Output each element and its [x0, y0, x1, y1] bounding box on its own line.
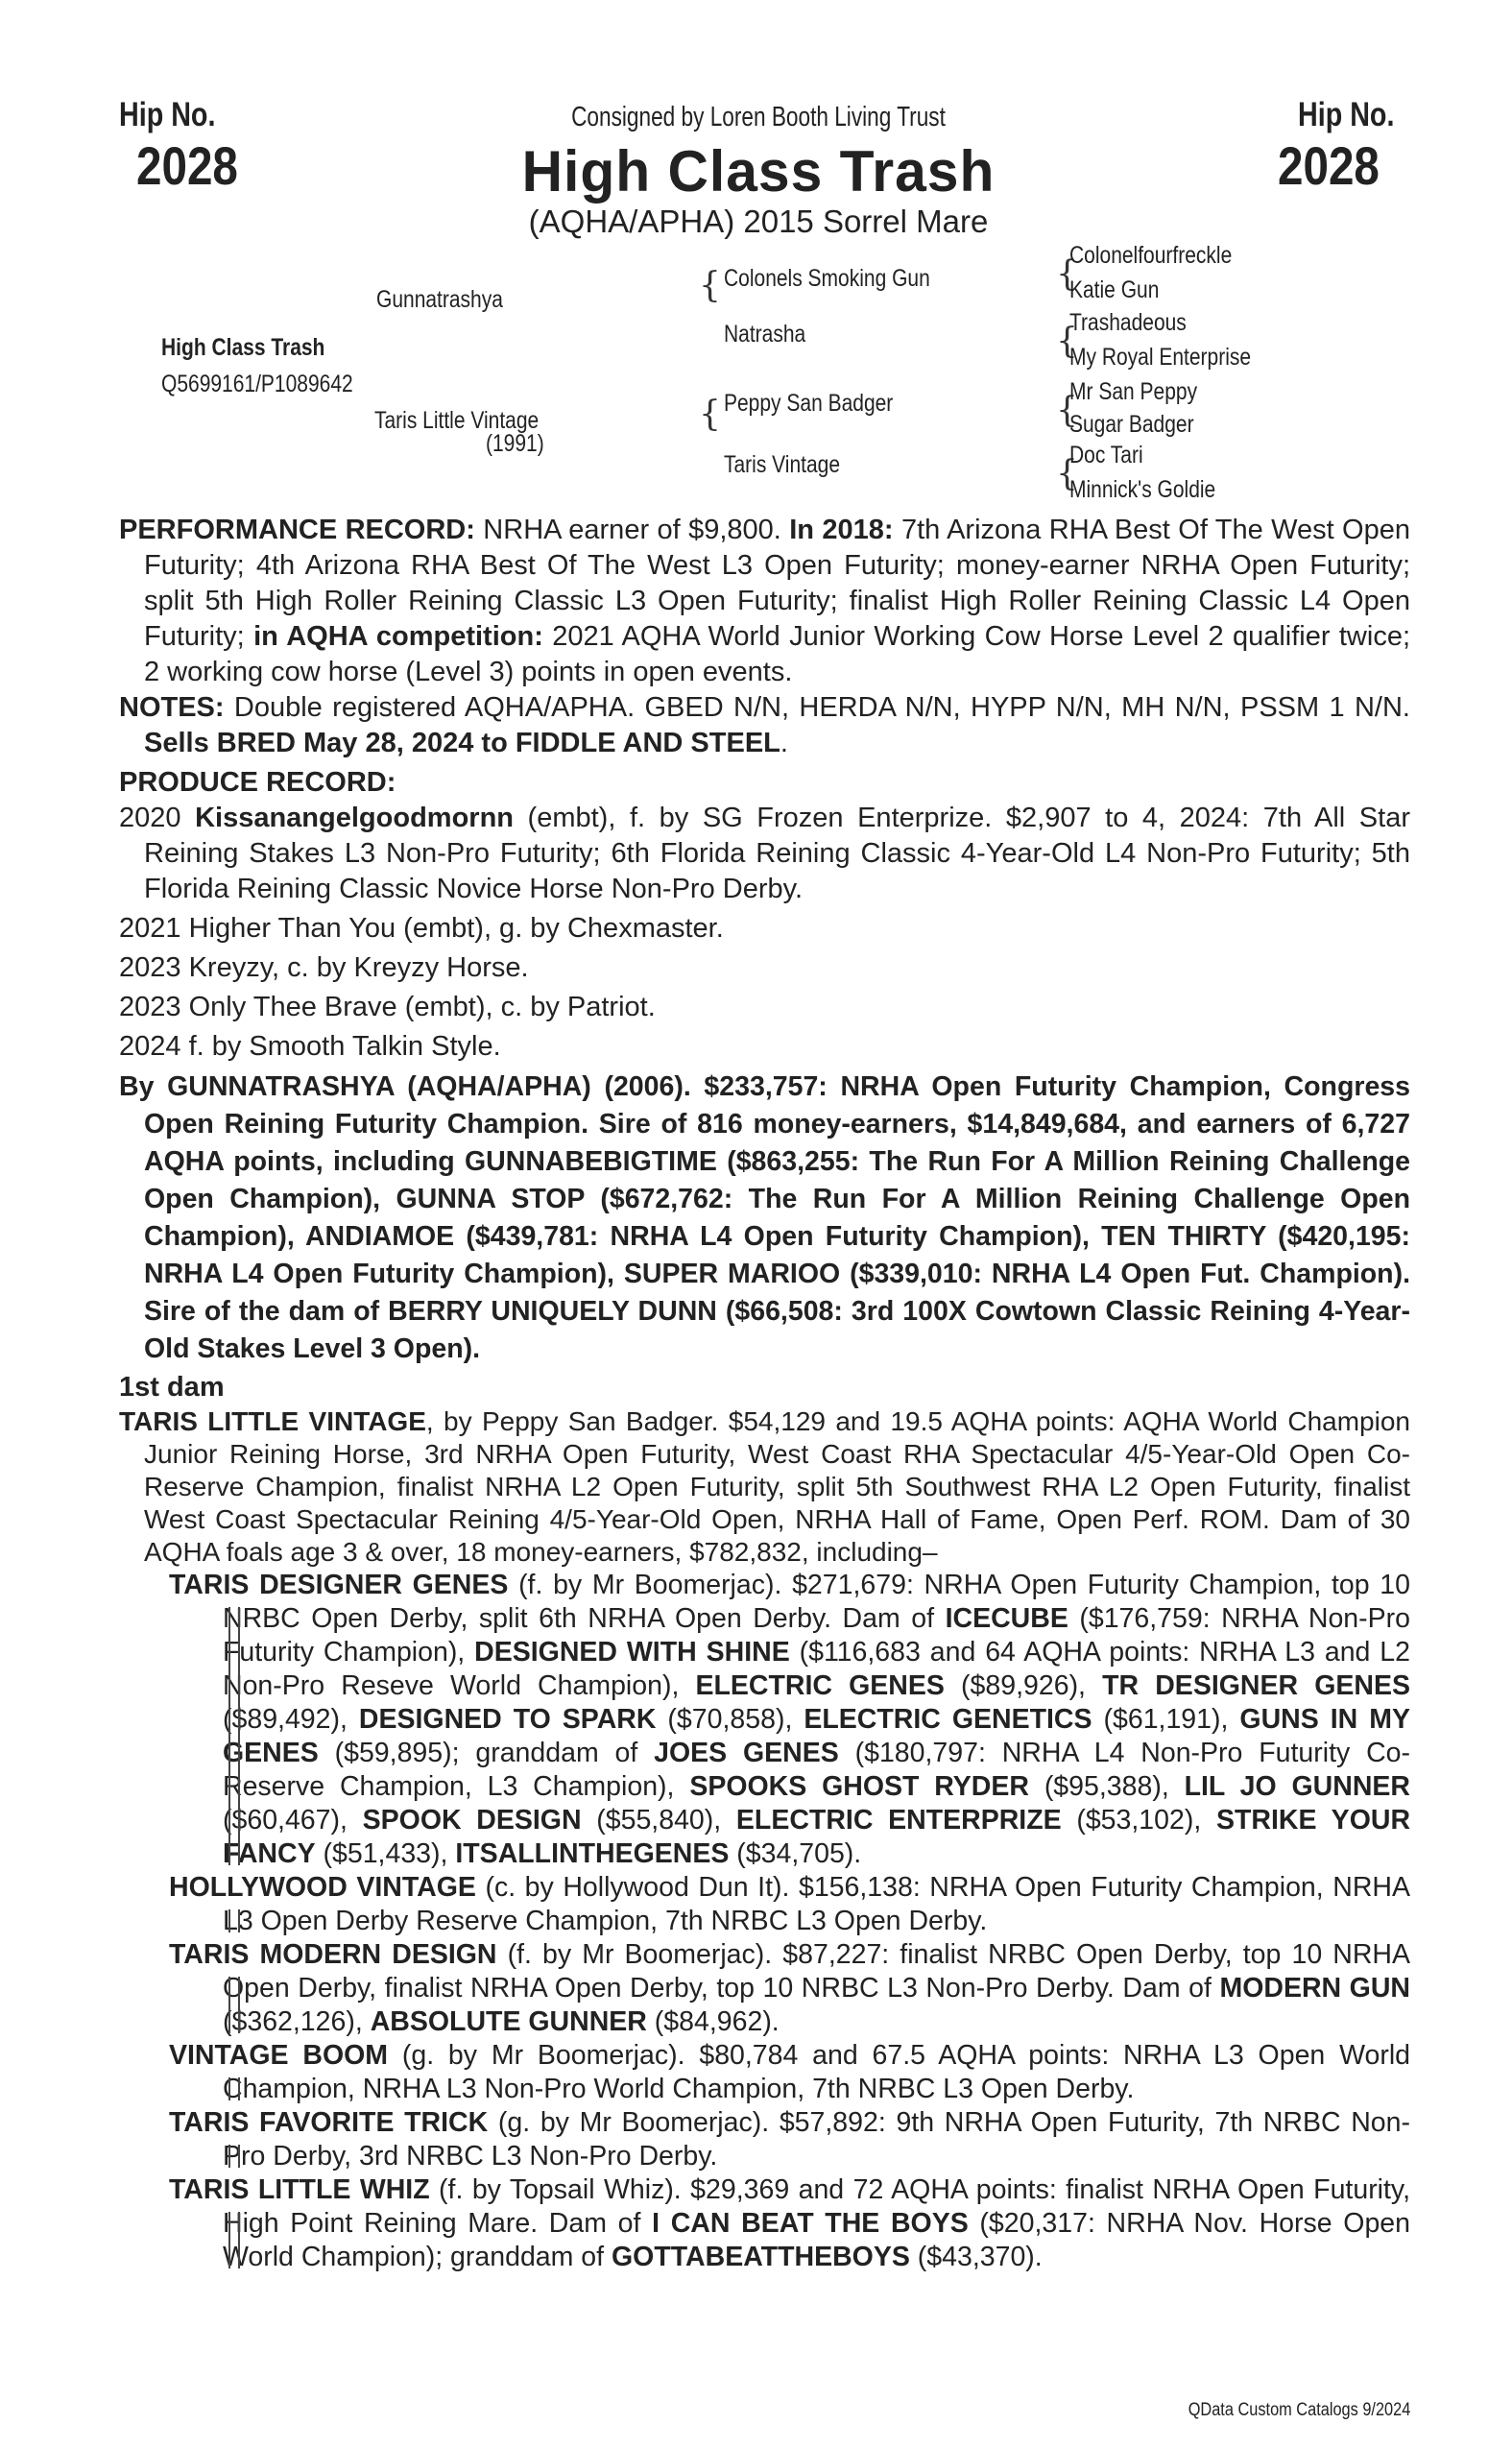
- brace-g12: {: [1056, 254, 1078, 294]
- offspring-bar: [228, 1977, 240, 2033]
- offspring-text: ($70,858),: [656, 1704, 804, 1735]
- pedigree-g8: Minnick's Goldie: [1069, 476, 1216, 503]
- pedigree-dam-dam: Taris Vintage: [724, 451, 841, 478]
- brace-g34: {: [1056, 322, 1078, 361]
- offspring-bold-text: DESIGNED TO SPARK: [358, 1704, 657, 1735]
- pedigree-dam-sire: Peppy San Badger: [724, 390, 894, 417]
- pedigree-reg: Q5699161/P1089642: [161, 371, 353, 397]
- horse-description: (AQHA/APHA) 2015 Sorrel Mare: [528, 204, 989, 239]
- offspring-text: ($180,797: NRHA L4 Non-Pro Futurity Co-Reserve Champion, L3 Champion),: [223, 1738, 1410, 1802]
- offspring-name: TARIS LITTLE WHIZ: [169, 2174, 430, 2205]
- offspring-text: (f. by Topsail Whiz). $29,369 and 72 AQHA points: finalist NRHA Open Futurity, High Point Reining Mare. Dam of: [223, 2174, 1410, 2239]
- produce-item-4: 2023 Only Thee Brave (embt), c. by Patriot.: [119, 992, 656, 1022]
- pedigree-sire-sire: Colonels Smoking Gun: [724, 265, 930, 292]
- offspring-name: TARIS FAVORITE TRICK: [169, 2107, 489, 2138]
- produce-label: PRODUCE RECORD:: [119, 767, 396, 798]
- offspring-name: HOLLYWOOD VINTAGE: [169, 1872, 476, 1903]
- offspring-bold-text: MODERN GUN: [1219, 1973, 1411, 2004]
- offspring-bold-text: STRIKE YOUR FANCY: [223, 1805, 1411, 1869]
- offspring-text: ($60,467),: [223, 1805, 363, 1836]
- notes-text-2: .: [780, 728, 788, 758]
- offspring-bar: [228, 1909, 240, 1932]
- performance-text-1: NRHA earner of $9,800.: [474, 515, 790, 545]
- offspring-text: (g. by Mr Boomerjac). $57,892: 9th NRHA Open Futurity, 7th NRBC Non-Pro Derby, 3rd NRBC L3 Non-Pro Derby.: [223, 2107, 1410, 2172]
- offspring-bold-text: ELECTRIC GENES: [695, 1670, 945, 1701]
- offspring-entry: [169, 2106, 1410, 2173]
- offspring-text: (g. by Mr Boomerjac). $80,784 and 67.5 AQHA points: NRHA L3 Open World Champion, NRHA L3 Non-Pro World Champion, 7th NRBC L3 Open Derby.: [223, 2040, 1411, 2104]
- offspring-text: ($59,895); granddam of: [318, 1738, 655, 1768]
- produce-item-5: 2024 f. by Smooth Talkin Style.: [119, 1031, 501, 1062]
- sire-info: By GUNNATRASHYA (AQHA/APHA) (2006). $233,757: NRHA Open Futurity Champion, Congress Open Reining Futurity Champion. Sire of 816 money-earners, $14,849,684, and earners of 6,727 AQHA points, including GUNNABEBIGTIME ($863,255: The Run For A Million Reining Challenge Open Champion), GUNNA STOP ($672,762: The Run For A Million Reining Challenge Open Champion), ANDIAMOE ($439,781: NRHA L4 Open Futurity Champion), TEN THIRTY ($420,195: NRHA L4 Open Futurity Champion), SUPER MARIOO ($339,010: NRHA L4 Open Fut. Champion). Sire of the dam of BERRY UNIQUELY DUNN ($66,508: 3rd 100X Cowtown Classic Reining 4-Year-Old Stakes Level 3 Open).: [119, 1071, 1410, 1364]
- offspring-text: ($89,492),: [223, 1704, 359, 1735]
- hip-number-right: 2028: [1278, 135, 1380, 196]
- notes-text-1: Double registered AQHA/APHA. GBED N/N, HERDA N/N, HYPP N/N, MH N/N, PSSM 1 N/N.: [224, 692, 1410, 723]
- pedigree-sire: Gunnatrashya: [376, 286, 503, 313]
- offspring-bold-text: I CAN BEAT THE BOYS: [652, 2208, 969, 2239]
- notes: [119, 690, 1410, 761]
- produce-name-1: Kissanangelgoodmornn: [195, 803, 514, 833]
- brace-sire: {: [699, 266, 721, 305]
- catalog-body: [119, 513, 1410, 2274]
- notes-bold: Sells BRED May 28, 2024 to FIDDLE AND STEEL: [144, 728, 780, 758]
- pedigree-g4: My Royal Enterprise: [1069, 344, 1252, 371]
- offspring-text: ($43,370).: [909, 2242, 1043, 2272]
- offspring-text: ($61,191),: [1092, 1704, 1240, 1735]
- offspring-entry: [169, 1569, 1410, 1871]
- offspring-text: ($116,683 and 64 AQHA points: NRHA L3 and L2 Non-Pro Reseve World Champion),: [223, 1637, 1410, 1701]
- offspring-bar: [228, 2212, 240, 2268]
- offspring-list: [119, 1569, 1410, 2274]
- offspring-bold-text: LIL JO GUNNER: [1184, 1771, 1410, 1802]
- first-dam-name: TARIS LITTLE VINTAGE: [119, 1406, 426, 1436]
- first-dam-text: , by Peppy San Badger. $54,129 and 19.5 AQHA points: AQHA World Champion Junior Reining Horse, 3rd NRHA Open Futurity, West Coast RHA Spectacular 4/5-Year-Old Open Co-Reserve Champion, finalist NRHA L2 Open Futurity, split 5th Southwest RHA L2 Open Futurity, finalist West Coast Spectacular Reining 4/5-Year-Old Open, NRHA Hall of Fame, Open Perf. ROM. Dam of 30 AQHA foals age 3 & over, 18 money-earners, $782,832, including–: [144, 1406, 1410, 1567]
- pedigree-subject: High Class Trash: [161, 334, 325, 361]
- produce-item-2: 2021 Higher Than You (embt), g. by Chexmaster.: [119, 913, 724, 944]
- performance-text-2: 7th Arizona RHA Best Of The West Open Futurity; 4th Arizona RHA Best Of The West L3 Open Futurity; money-earner NRHA Open Futurity; split 5th High Roller Reining Classic L3 Open Futurity; finalist High Roller Reining Classic L4 Open Futurity;: [144, 515, 1410, 652]
- pedigree-dam-year: (1991): [486, 430, 544, 457]
- horse-name-title: High Class Trash: [521, 139, 996, 204]
- pedigree-dam: Taris Little Vintage: [374, 407, 540, 434]
- pedigree-g7: Doc Tari: [1069, 442, 1143, 468]
- brace-dam: {: [699, 395, 721, 434]
- offspring-bold-text: ABSOLUTE GUNNER: [370, 2006, 647, 2037]
- hip-number-left: 2028: [136, 135, 238, 196]
- offspring-entry: [169, 1938, 1410, 2039]
- offspring-bold-text: ELECTRIC ENTERPRIZE: [735, 1805, 1062, 1836]
- performance-bold-1: In 2018:: [789, 515, 894, 545]
- pedigree-g3: Trashadeous: [1069, 309, 1187, 336]
- offspring-entry: [169, 1871, 1410, 1938]
- offspring-text: ($84,962).: [646, 2006, 780, 2037]
- offspring-bold-text: SPOOKS GHOST RYDER: [689, 1771, 1029, 1802]
- offspring-text: (f. by Mr Boomerjac). $271,679: NRHA Open Futurity Champion, top 10 NRBC Open Derby, split 6th NRHA Open Derby. Dam of: [223, 1570, 1411, 1634]
- produce-item-3: 2023 Kreyzy, c. by Kreyzy Horse.: [119, 952, 529, 983]
- offspring-name: TARIS MODERN DESIGN: [169, 1939, 497, 1970]
- brace-g78: {: [1056, 454, 1078, 493]
- offspring-bold-text: GOTTABEATTHEBOYS: [612, 2242, 910, 2272]
- offspring-text: ($53,102),: [1061, 1805, 1216, 1836]
- offspring-bold-text: ITSALLINTHEGENES: [455, 1838, 730, 1869]
- offspring-text: ($20,317: NRHA Nov. Horse Open World Champion); granddam of: [223, 2208, 1410, 2272]
- performance-bold-2: in AQHA competition:: [253, 621, 543, 652]
- offspring-text: ($176,759: NRHA Non-Pro Futurity Champion),: [223, 1603, 1410, 1668]
- offspring-bar: [228, 2145, 240, 2168]
- offspring-text: ($34,705).: [729, 1838, 862, 1869]
- offspring-bold-text: ELECTRIC GENETICS: [804, 1704, 1092, 1735]
- offspring-bold-text: GUNS IN MY GENES: [223, 1704, 1410, 1768]
- pedigree-g2: Katie Gun: [1069, 276, 1160, 303]
- produce-text-1: (embt), f. by SG Frozen Enterprize. $2,907 to 4, 2024: 7th All Star Reining Stakes L3 Non-Pro Futurity; 6th Florida Reining Classic 4-Year-Old L4 Non-Pro Futurity; 5th Florida Reining Classic Novice Horse Non-Pro Derby.: [144, 803, 1410, 904]
- offspring-bar: [228, 1607, 240, 1865]
- offspring-name: TARIS DESIGNER GENES: [169, 1570, 509, 1600]
- produce-year-1: 2020: [119, 803, 196, 833]
- produce-item-1: [119, 801, 1410, 907]
- offspring-bold-text: ICECUBE: [945, 1603, 1068, 1634]
- performance-text-3: 2021 AQHA World Junior Working Cow Horse Level 2 qualifier twice; 2 working cow horse (Level 3) points in open events.: [144, 621, 1411, 687]
- offspring-entry: [169, 2173, 1410, 2274]
- pedigree-g6: Sugar Badger: [1069, 411, 1194, 438]
- hip-label-left: Hip No.: [119, 96, 216, 133]
- footer-credit: QData Custom Catalogs 9/2024: [1188, 2400, 1410, 2420]
- offspring-text: ($55,840),: [581, 1805, 736, 1836]
- offspring-text: (c. by Hollywood Dun It). $156,138: NRHA Open Futurity Champion, NRHA L3 Open Derby Reserve Champion, 7th NRBC L3 Open Derby.: [223, 1872, 1411, 1936]
- hip-label-right: Hip No.: [1298, 96, 1395, 133]
- offspring-text: ($89,926),: [944, 1670, 1103, 1701]
- performance-label: PERFORMANCE RECORD:: [119, 515, 475, 545]
- offspring-name: VINTAGE BOOM: [169, 2040, 389, 2071]
- pedigree-sire-dam: Natrasha: [724, 321, 806, 348]
- first-dam-label: 1st dam: [119, 1372, 225, 1403]
- performance-record: [119, 513, 1410, 690]
- offspring-text: ($51,433),: [315, 1838, 456, 1869]
- offspring-text: ($95,388),: [1028, 1771, 1185, 1802]
- pedigree-g5: Mr San Peppy: [1069, 378, 1198, 405]
- consignor: Consigned by Loren Booth Living Trust: [571, 102, 946, 132]
- offspring-text: ($362,126),: [223, 2006, 371, 2037]
- offspring-entry: [169, 2039, 1410, 2106]
- pedigree-g1: Colonelfourfreckle: [1069, 242, 1233, 269]
- brace-g56: {: [1056, 391, 1078, 430]
- offspring-bar: [228, 2077, 240, 2100]
- offspring-bold-text: JOES GENES: [654, 1738, 839, 1768]
- offspring-text: (f. by Mr Boomerjac). $87,227: finalist NRBC Open Derby, top 10 NRHA Open Derby, finalist NRHA Open Derby, top 10 NRBC L3 Non-Pro Derby. Dam of: [223, 1939, 1411, 2004]
- offspring-bold-text: DESIGNED WITH SHINE: [474, 1637, 790, 1668]
- offspring-bold-text: SPOOK DESIGN: [362, 1805, 582, 1836]
- first-dam: [119, 1405, 1410, 1569]
- offspring-bold-text: TR DESIGNER GENES: [1102, 1670, 1410, 1701]
- notes-label: NOTES:: [119, 692, 225, 723]
